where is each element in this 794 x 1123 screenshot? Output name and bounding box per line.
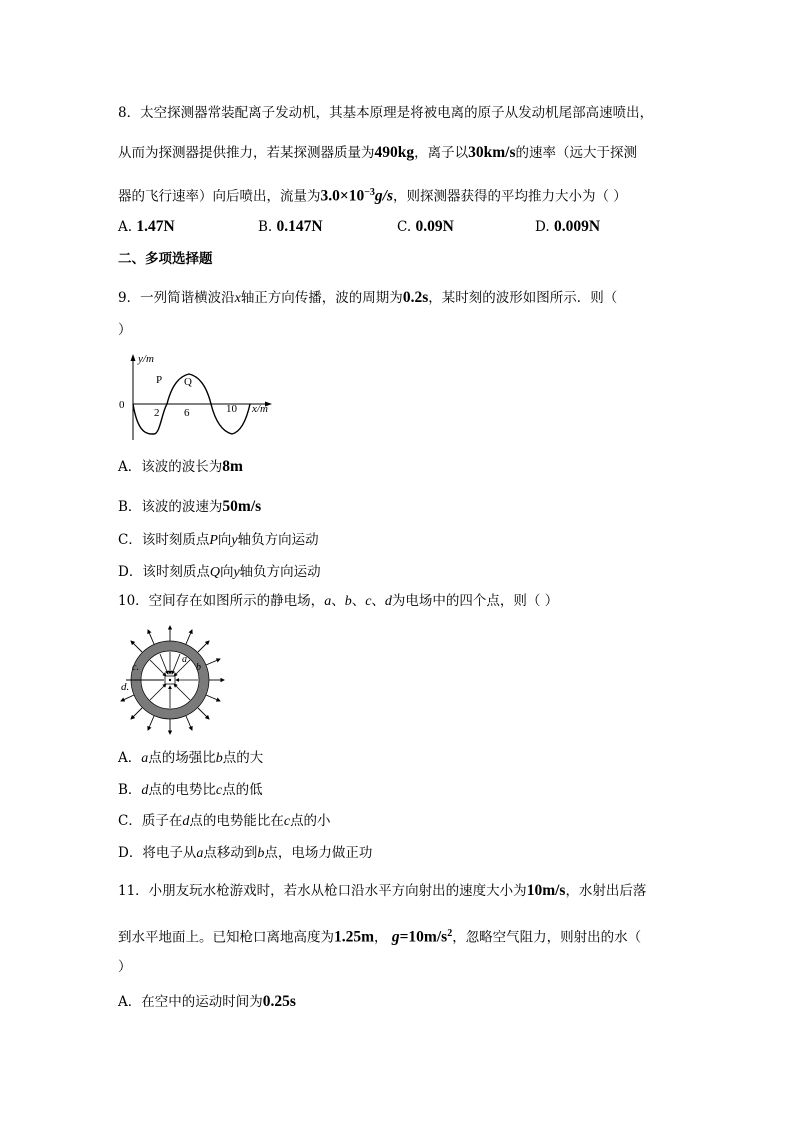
q10-option-d: D．将电子从a点移动到b点，电场力做正功 (118, 845, 373, 861)
q8-option-a: A. 1.47N (118, 218, 175, 235)
q10-option-c: C．质子在d点的电势能比在c点的小 (118, 813, 331, 829)
field-figure (118, 622, 234, 738)
q11-line3: ） (118, 959, 132, 975)
q8-option-c: C. 0.09N (397, 218, 454, 235)
origin-label: 0 (119, 399, 125, 411)
q11-line2: 到水平地面上。已知枪口离地高度为1.25m， $g=10m/s^2$，忽略空气阻力，则射出的水（ (118, 928, 642, 946)
q9-option-a: A．该波的波长为8m (118, 458, 243, 475)
q9-line2: ） (118, 322, 132, 338)
point-p-label: P (156, 374, 163, 386)
q10-option-a: A．a点的场强比b点的大 (118, 750, 264, 766)
q9-option-d: D．该时刻质点Q向y轴负方向运动 (118, 564, 321, 580)
y-axis-label: y/m (138, 353, 154, 365)
section-heading: 二、多项选择题 (118, 251, 213, 267)
q8-option-b: B. 0.147N (258, 218, 323, 235)
q9-line1: 9．一列简谐横波沿x轴正方向传播，波的周期为0.2s，某时刻的波形如图所示．则（ (118, 289, 618, 306)
point-c-label: c. (132, 662, 139, 673)
tick-2-label: 2 (154, 407, 160, 419)
q9-option-b: B．该波的波速为50m/s (118, 498, 262, 515)
point-q-label: Q (184, 376, 192, 388)
tick-6-label: 6 (184, 407, 190, 419)
q11-option-a: A．在空中的运动时间为0.25s (118, 993, 296, 1010)
q8-line1: 8．太空探测器常装配离子发动机，其基本原理是将被电离的原子从发动机尾部高速喷出， (118, 105, 654, 121)
q8-option-d: D. 0.009N (535, 218, 601, 235)
point-b-label: b (196, 662, 201, 673)
x-axis-label: x/m (252, 403, 268, 415)
q8-line3: 器的飞行速率）向后喷出，流量为$3.0\times 10^{-3}g/s$，则探测器获得的平均推力大小为（ ） (118, 187, 627, 205)
q10-line1: 10．空间存在如图所示的静电场，a、b、c、d为电场中的四个点，则（ ） (118, 593, 559, 609)
q10-option-b: B．d点的电势比c点的低 (118, 782, 263, 798)
q9-option-c: C．该时刻质点P向y轴负方向运动 (118, 532, 319, 548)
tick-10-label: 10 (226, 403, 237, 415)
wave-figure (118, 352, 278, 444)
q8-line2: 从而为探测器提供推力，若某探测器质量为490kg，离子以30km/s的速率（远大于探测 (118, 144, 637, 161)
q11-line1: 11．小朋友玩水枪游戏时，若水从枪口沿水平方向射出的速度大小为10m/s，水射出后落 (118, 882, 647, 899)
point-d-label: d. (121, 681, 130, 693)
point-a-label: a (182, 654, 187, 665)
